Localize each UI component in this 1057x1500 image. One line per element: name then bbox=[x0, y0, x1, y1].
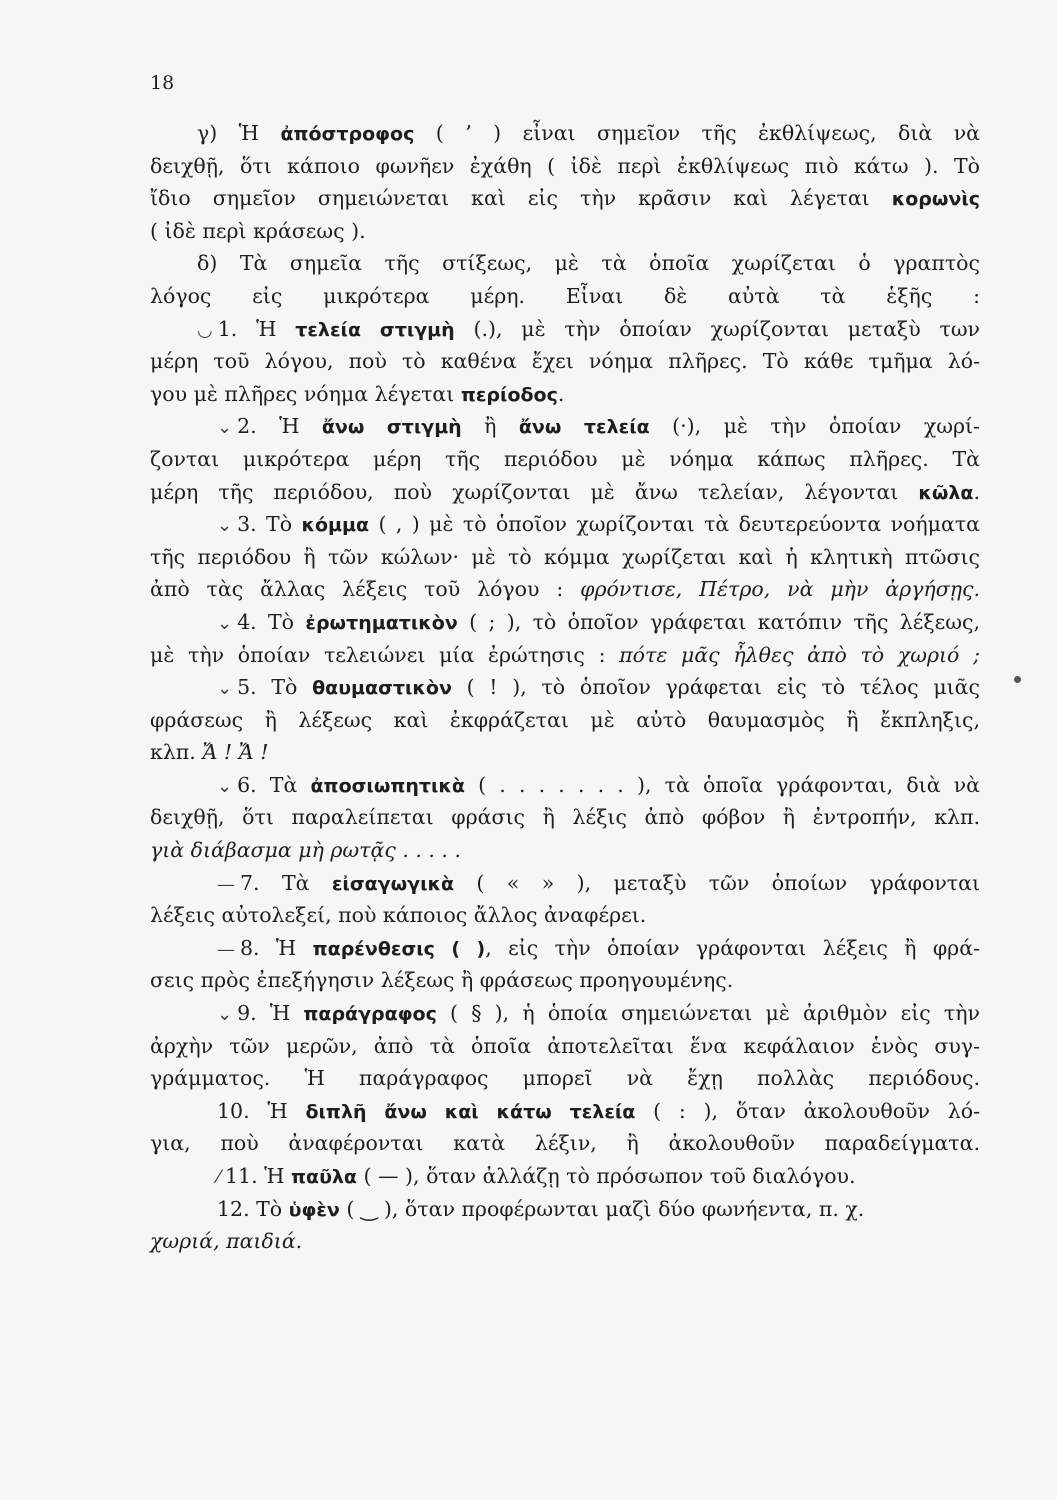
page-number: 18 bbox=[150, 72, 175, 94]
text-run: ζονται μικρότερα μέρη τῆς περιόδου μὲ νόημα κάπως πλῆρες. Τὰ bbox=[150, 446, 980, 471]
text-run: φράσεως ἢ λέξεως καὶ ἐκφράζεται μὲ αὐτὸ θαυμασμὸς ἢ ἔκπληξις, bbox=[150, 707, 980, 732]
italic-example: χωριά, παιδιά. bbox=[150, 1229, 303, 1254]
bold-term: ἐρωτηματικὸν bbox=[305, 611, 458, 634]
text-line bbox=[150, 280, 980, 313]
text-line bbox=[150, 1193, 980, 1226]
text-run: σεις πρὸς ἐπεξήγησιν λέξεως ἢ φράσεως προηγουμένης. bbox=[150, 968, 734, 993]
text-line bbox=[150, 247, 980, 280]
bold-term: εἰσαγωγικὰ bbox=[331, 872, 455, 895]
text-line bbox=[150, 834, 980, 867]
handwritten-mark: ◡ bbox=[197, 319, 212, 341]
bold-term: ἄνω τελεία bbox=[518, 416, 650, 439]
bold-term: παράγραφος bbox=[303, 1003, 437, 1026]
bold-term: ἀπόστροφος bbox=[280, 123, 415, 145]
text-run: 9. Ἡ bbox=[237, 1001, 304, 1026]
text-line bbox=[150, 378, 980, 411]
text-run: γράμματος. Ἡ παράγραφος μπορεῖ νὰ ἔχῃ πολλὰς περιόδους. bbox=[150, 1066, 980, 1091]
text-run: 8. Ἡ bbox=[240, 935, 313, 960]
text-line bbox=[150, 117, 980, 150]
text-line bbox=[150, 182, 980, 215]
italic-example: πότε μᾶς ἦλθες ἀπὸ τὸ χωριό ; bbox=[619, 642, 980, 667]
text-run: ( ! ), τὸ ὁποῖον γράφεται εἰς τὸ τέλος μιᾶς bbox=[451, 675, 980, 700]
text-run: . bbox=[557, 381, 565, 406]
text-run: ἢ bbox=[461, 414, 519, 439]
text-line bbox=[150, 345, 980, 378]
handwritten-mark: — bbox=[217, 873, 234, 895]
text-line bbox=[150, 997, 980, 1030]
text-line bbox=[150, 769, 980, 802]
text-line bbox=[150, 541, 980, 574]
handwritten-mark: ⌄ bbox=[217, 515, 232, 537]
text-run: ( ἰδὲ περὶ κράσεως ). bbox=[150, 218, 366, 243]
text-run: δειχθῇ, ὅτι παραλείπεται φράσις ἢ λέξις ἀπὸ φόβον ἢ ἐντροπήν, κλπ. bbox=[150, 805, 980, 830]
text-line bbox=[150, 1127, 980, 1160]
text-line bbox=[150, 801, 980, 834]
text-line bbox=[150, 639, 980, 672]
text-run: ἴδιο σημεῖον σημειώνεται καὶ εἰς τὴν κρᾶσιν καὶ λέγεται bbox=[150, 186, 892, 211]
text-line bbox=[150, 313, 980, 346]
text-run: δειχθῇ, ὅτι κάποιο φωνῆεν ἐχάθη ( ἰδὲ περὶ ἐκθλίψεως πιὸ κάτω ). Τὸ bbox=[150, 153, 980, 178]
text-run: 6. Τὰ bbox=[237, 772, 311, 797]
italic-example: φρόντισε, Πέτρο, νὰ μὴν ἀργήσῃς. bbox=[580, 577, 980, 602]
text-run: 5. Τὸ bbox=[237, 675, 313, 700]
text-run: ( ‿ ), ὅταν προφέρωνται μαζὶ δύο φωνήεντα, π. χ. bbox=[339, 1196, 865, 1221]
text-run: κλπ. bbox=[150, 740, 203, 765]
handwritten-mark: — bbox=[217, 938, 234, 960]
text-line bbox=[150, 899, 980, 932]
text-run: ( « » ), μεταξὺ τῶν ὁποίων γράφονται bbox=[454, 870, 980, 895]
text-run: ( — ), ὅταν ἀλλάζῃ τὸ πρόσωπον τοῦ διαλόγου. bbox=[357, 1164, 856, 1188]
text-run: γου μὲ πλῆρες νόημα λέγεται bbox=[150, 381, 461, 406]
body-text bbox=[150, 117, 980, 1258]
text-run: ἀπὸ τὰς ἄλλας λέξεις τοῦ λόγου : bbox=[150, 577, 581, 602]
text-run: 11. Ἡ bbox=[225, 1164, 291, 1188]
text-run: για, ποὺ ἀναφέρονται κατὰ λέξιν, ἢ ἀκολουθοῦν παραδείγματα. bbox=[150, 1131, 980, 1156]
text-run: ( ’ ) εἶναι σημεῖον τῆς ἐκθλίψεως, διὰ νὰ bbox=[414, 121, 980, 145]
bold-term: κῶλα bbox=[918, 481, 974, 504]
text-line bbox=[150, 1062, 980, 1095]
text-run: ( ; ), τὸ ὁποῖον γράφεται κατόπιν τῆς λέξεως, bbox=[457, 609, 980, 634]
italic-example: Ἄ ! Ἄ ! bbox=[202, 740, 269, 765]
text-run: λόγος εἰς μικρότερα μέρη. Εἶναι δὲ αὐτὰ τὰ ἑξῆς : bbox=[150, 283, 980, 308]
text-line bbox=[150, 476, 980, 509]
text-line bbox=[150, 508, 980, 541]
text-run: τῆς περιόδου ἢ τῶν κώλων· μὲ τὸ κόμμα χωρίζεται καὶ ἡ κλητικὴ πτῶσις bbox=[150, 544, 980, 569]
bold-term: κόμμα bbox=[301, 514, 370, 537]
bold-term: παρένθεσις ( ) bbox=[312, 937, 486, 960]
bold-term: θαυμαστικὸν bbox=[312, 677, 452, 700]
bold-term: ἀποσιωπητικὰ bbox=[310, 774, 465, 797]
text-run: 7. Τὰ bbox=[240, 870, 332, 895]
bold-term: κορωνὶς bbox=[891, 188, 980, 211]
handwritten-mark: ⌄ bbox=[217, 417, 232, 439]
text-run: ( . . . . . . . ), τὰ ὁποῖα γράφονται, διὰ νὰ bbox=[464, 772, 980, 797]
text-line bbox=[150, 964, 980, 997]
text-line bbox=[150, 736, 980, 769]
handwritten-mark: ⁄ bbox=[217, 1167, 220, 1188]
text-run: μέρη τοῦ λόγου, ποὺ τὸ καθένα ἔχει νόημα πλῆρες. Τὸ κάθε τμῆμα λό- bbox=[150, 349, 980, 374]
text-run: 2. Ἡ bbox=[237, 414, 322, 439]
text-run: (.), μὲ τὴν ὁποίαν χωρίζονται μεταξὺ των bbox=[454, 316, 980, 341]
text-run: μὲ τὴν ὁποίαν τελειώνει μία ἐρώτησις : bbox=[150, 642, 620, 667]
bold-term: τελεία στιγμὴ bbox=[295, 318, 455, 341]
text-line bbox=[150, 932, 980, 965]
text-line bbox=[150, 150, 980, 183]
handwritten-mark: ⌄ bbox=[217, 775, 232, 797]
margin-dot bbox=[1014, 676, 1021, 683]
text-line bbox=[150, 704, 980, 737]
text-run: μέρη τῆς περιόδου, ποὺ χωρίζονται μὲ ἄνω τελείαν, λέγονται bbox=[150, 479, 919, 504]
bold-term: παῦλα bbox=[291, 1166, 357, 1188]
text-line bbox=[150, 573, 980, 606]
bold-term: ὑφὲν bbox=[288, 1198, 340, 1221]
text-line bbox=[150, 410, 980, 443]
text-run: 4. Τὸ bbox=[237, 609, 306, 634]
text-line bbox=[150, 1160, 980, 1193]
text-run: 12. Τὸ bbox=[217, 1196, 289, 1221]
italic-example: γιὰ διάβασμα μὴ ρωτᾷς . . . . . bbox=[150, 838, 461, 863]
text-line bbox=[150, 1095, 980, 1128]
text-line bbox=[150, 443, 980, 476]
text-line bbox=[150, 1225, 980, 1258]
text-run: 1. Ἡ bbox=[217, 316, 296, 341]
bold-term: περίοδος bbox=[460, 383, 558, 406]
bold-term: ἄνω στιγμὴ bbox=[321, 416, 462, 439]
text-line bbox=[150, 671, 980, 704]
handwritten-mark: ⌄ bbox=[217, 678, 232, 700]
text-run: ἀρχὴν τῶν μερῶν, ἀπὸ τὰ ὁποῖα ἀποτελεῖται ἕνα κεφάλαιον ἑνὸς συγ- bbox=[150, 1033, 980, 1058]
text-run: (·), μὲ τὴν ὁποίαν χωρί- bbox=[649, 414, 980, 439]
text-run: 10. Ἡ bbox=[217, 1098, 306, 1123]
text-run: ( § ), ἡ ὁποία σημειώνεται μὲ ἀριθμὸν εἰς τὴν bbox=[436, 1001, 980, 1026]
text-line bbox=[150, 215, 980, 248]
text-line bbox=[150, 1030, 980, 1063]
text-run: γ) Ἡ bbox=[197, 121, 281, 145]
handwritten-mark: ⌄ bbox=[217, 1004, 232, 1026]
text-line bbox=[150, 867, 980, 900]
text-run: ( : ), ὅταν ἀκολουθοῦν λό- bbox=[635, 1098, 980, 1123]
text-run: . bbox=[973, 479, 980, 504]
text-run: , εἰς τὴν ὁποίαν γράφονται λέξεις ἢ φρά- bbox=[485, 935, 980, 960]
text-run: ( , ) μὲ τὸ ὁποῖον χωρίζονται τὰ δευτερεύοντα νοήματα bbox=[369, 512, 980, 537]
text-run: δ) Τὰ σημεῖα τῆς στίξεως, μὲ τὰ ὁποῖα χωρίζεται ὁ γραπτὸς bbox=[197, 251, 980, 276]
handwritten-mark: ⌄ bbox=[217, 612, 232, 634]
bold-term: διπλῆ ἄνω καὶ κάτω τελεία bbox=[305, 1100, 636, 1123]
text-run: 3. Τὸ bbox=[237, 512, 302, 537]
text-line bbox=[150, 606, 980, 639]
text-run: λέξεις αὐτολεξεί, ποὺ κάποιος ἄλλος ἀναφέρει. bbox=[150, 903, 647, 928]
